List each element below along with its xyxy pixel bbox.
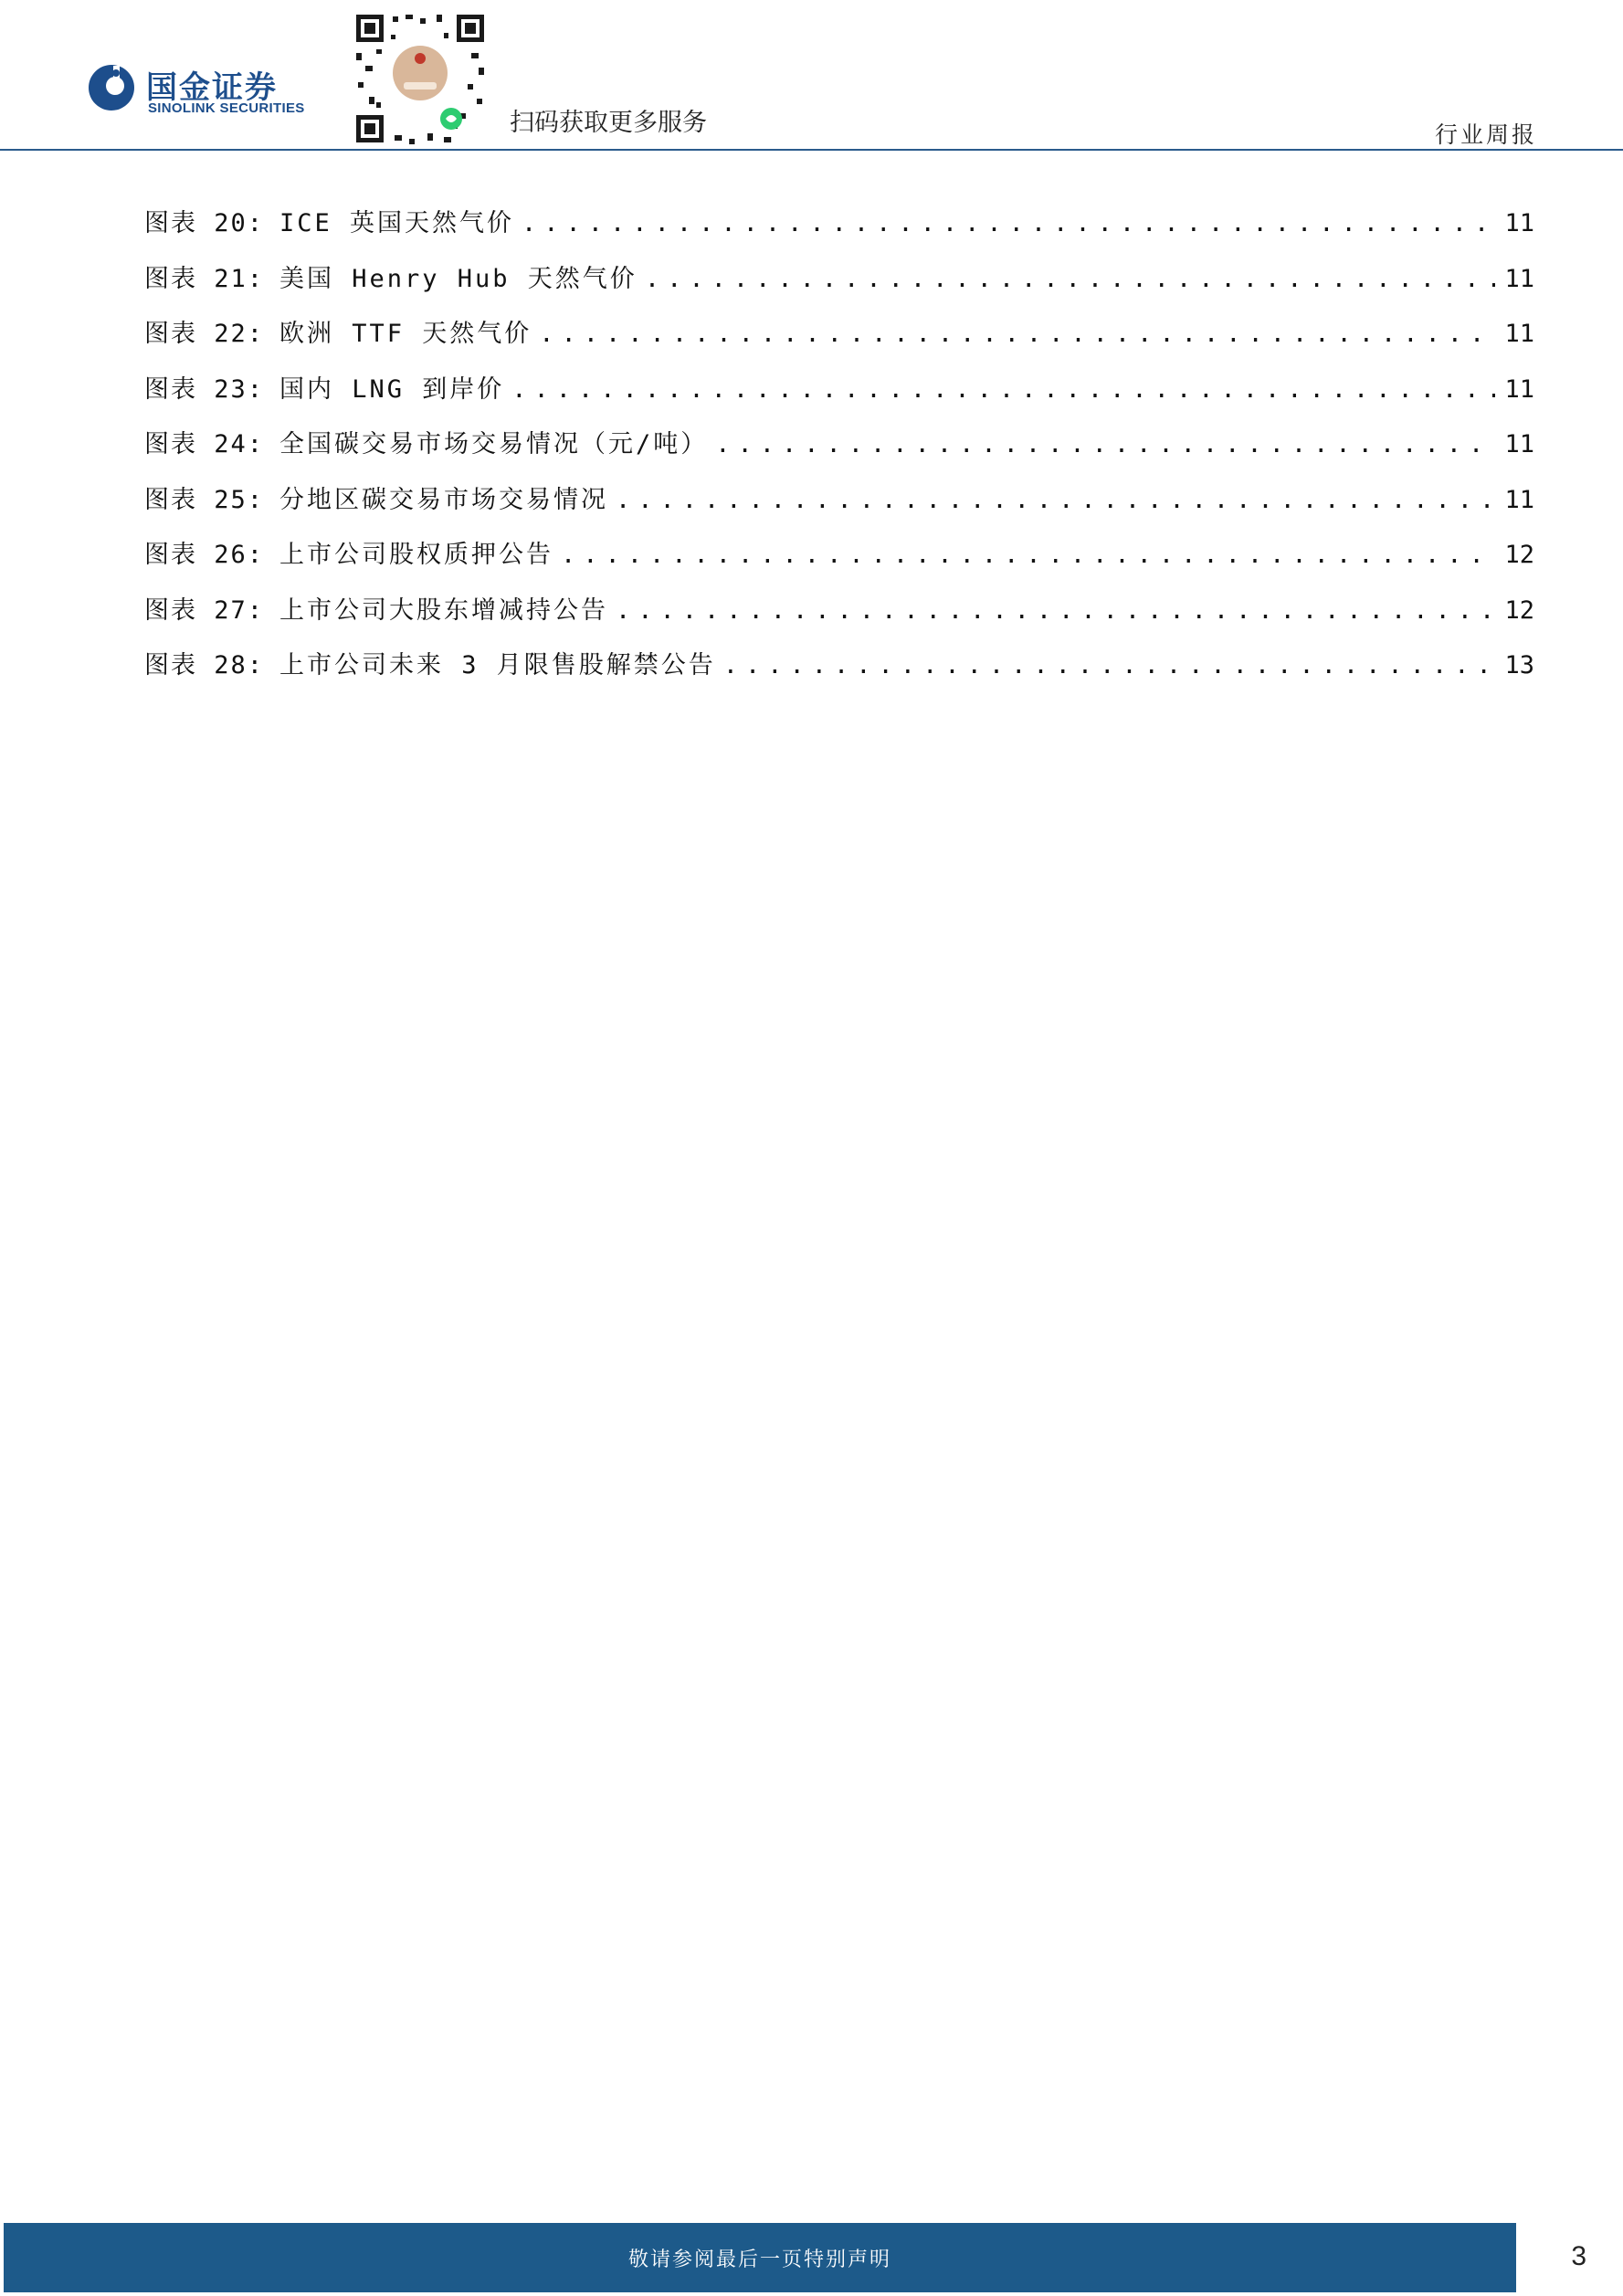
page-number: 3: [1571, 2241, 1586, 2271]
toc-entry-page: 11: [1504, 264, 1534, 293]
toc-entry-title: 分地区碳交易市场交易情况: [279, 485, 608, 514]
toc-entry-number: 图表 28:: [144, 651, 265, 679]
toc-leader-dots: [723, 651, 1496, 679]
toc-leader-dots: [715, 430, 1495, 458]
toc-entry[interactable]: [144, 203, 1534, 258]
toc-leader-dots: [616, 486, 1495, 514]
toc-entry[interactable]: [144, 424, 1534, 479]
toc-entry[interactable]: [144, 590, 1534, 646]
toc-entry-page: 11: [1504, 374, 1534, 404]
footer-bar: [4, 2223, 1516, 2292]
toc-entry-page: 11: [1504, 485, 1534, 514]
toc-entry-title: 欧洲 TTF 天然气价: [279, 320, 532, 348]
toc-entry-title: 国内 LNG 到岸价: [279, 374, 505, 404]
toc-leader-dots: [511, 375, 1495, 404]
logo-english-name: SINOLINK SECURITIES: [148, 100, 305, 116]
toc-entry-title: 上市公司未来 3 月限售股解禁公告: [279, 651, 716, 679]
toc-entry-page: 13: [1504, 651, 1534, 679]
toc-entry[interactable]: [144, 258, 1534, 314]
toc-entry-number: 图表 26:: [144, 541, 265, 569]
toc-leader-dots: [645, 265, 1496, 293]
toc-entry-number: 图表 23:: [144, 374, 265, 404]
toc-entry-title: 美国 Henry Hub 天然气价: [279, 264, 638, 293]
toc-entry-title: ICE 英国天然气价: [279, 209, 515, 237]
toc-leader-dots: [522, 209, 1495, 237]
toc-entry-number: 图表 24:: [144, 430, 265, 458]
toc-entry-title: 上市公司股权质押公告: [279, 541, 553, 569]
toc-entry-title: 全国碳交易市场交易情况（元/吨）: [279, 430, 709, 458]
figure-list: [144, 203, 1534, 700]
page-footer: [0, 2223, 1623, 2296]
qr-code-icon: [353, 11, 488, 146]
toc-entry[interactable]: [144, 645, 1534, 700]
toc-leader-dots: [539, 320, 1495, 348]
toc-entry-page: 11: [1504, 320, 1534, 348]
toc-entry-page: 11: [1504, 430, 1534, 458]
header-divider: [0, 149, 1623, 151]
scan-prompt-text: 扫码获取更多服务: [510, 109, 707, 137]
toc-entry-page: 12: [1504, 541, 1534, 569]
toc-entry-number: 图表 21:: [144, 264, 265, 293]
toc-entry-number: 图表 22:: [144, 320, 265, 348]
toc-entry-page: 12: [1504, 595, 1534, 625]
footer-disclaimer: 敬请参阅最后一页特别声明: [627, 2248, 891, 2271]
sinolink-logo-icon: [88, 64, 135, 111]
toc-entry-number: 图表 27:: [144, 595, 265, 625]
toc-leader-dots: [561, 541, 1495, 569]
toc-entry[interactable]: [144, 479, 1534, 535]
toc-leader-dots: [616, 596, 1495, 625]
report-type-label: 行业周报: [1434, 121, 1537, 148]
toc-entry[interactable]: [144, 313, 1534, 369]
toc-entry-title: 上市公司大股东增减持公告: [279, 595, 608, 625]
toc-entry[interactable]: [144, 369, 1534, 425]
toc-entry-number: 图表 25:: [144, 485, 265, 514]
logo-chinese-name: 国金证券: [146, 69, 278, 106]
toc-entry-number: 图表 20:: [144, 209, 265, 237]
toc-entry-page: 11: [1504, 209, 1534, 237]
toc-entry[interactable]: [144, 534, 1534, 590]
